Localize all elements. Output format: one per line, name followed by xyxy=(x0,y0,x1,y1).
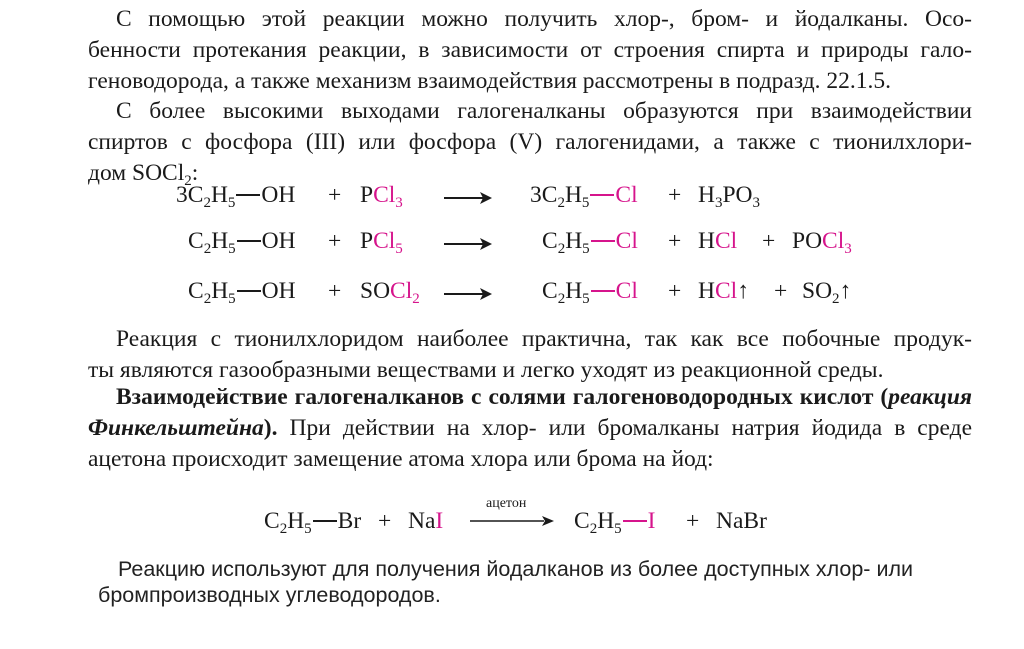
eq2-product-hcl: HCl xyxy=(698,228,738,254)
eq4-reactant-bromoethane: $C_2H_5$ Br xyxy=(264,508,362,537)
eq3-product-hcl-gas: HCl↑ xyxy=(698,278,749,304)
eq4-product-nabr: NaBr xyxy=(716,508,767,534)
paragraph-halides-line-1: С более высокими выходами галогеналканы образуются при взаимодействии xyxy=(116,98,972,124)
paragraph-usage-line-1: Реакцию используют для получения йодалканов из более доступных хлор- или xyxy=(118,557,914,581)
paragraph-intro-line-3: геноводорода, а также механизм взаимодействия рассмотрены в подразд. 22.1.5. xyxy=(88,68,892,94)
paragraph-finkelstein-line-3: ацетона происходит замещение атома хлора или брома на йод: xyxy=(88,446,714,472)
eq3-product-chloroethane: $C_2H_5$ Cl xyxy=(542,278,638,307)
eq1-product-h3po3: $H_3PO_3$ xyxy=(698,182,761,211)
finkelstein-name: Финкельштейна xyxy=(88,415,264,441)
eq1-reactant-ethanol: $3C_2H_5$ OH xyxy=(176,182,296,211)
paragraph-intro-line-2: бенности протекания реакции, в зависимости от строения спирта и природы гало- xyxy=(88,37,972,63)
paragraph-usage xyxy=(98,556,972,608)
eq3-reagent-socl2: SOCl$_2$ xyxy=(360,278,420,307)
eq4-plus-1: + xyxy=(378,508,392,534)
paragraph-thionyl-line-1: Реакция с тионилхлоридом наиболее практична, так как все побочные продук- xyxy=(116,326,972,352)
eq2-plus-3: + xyxy=(762,228,776,254)
eq4-plus-2: + xyxy=(686,508,700,534)
eq3-plus-1: + xyxy=(328,278,342,304)
single-bond xyxy=(236,194,260,196)
finkelstein-heading: Взаимодействие галогеналканов с солями галогеноводородных кислот ( xyxy=(116,384,889,410)
paragraph-halides-line-2: спиртов с фосфора (III) или фосфора (V) галогенидами, а также с тионилхлори- xyxy=(88,129,972,155)
eq3-reactant-ethanol: $C_2H_5$ OH xyxy=(188,278,296,307)
eq3-product-so2-gas: $SO_2↑$ xyxy=(802,278,852,307)
finkelstein-heading-italic-1: реакция xyxy=(888,384,972,410)
eq2-reagent-pcl5: PCl$_5$ xyxy=(360,228,403,257)
eq2-reactant-ethanol: $C_2H_5$ OH xyxy=(188,228,296,257)
paragraph-finkelstein-line-2: При действии на хлор- или бромалканы натрия йодида в среде xyxy=(277,415,972,441)
paragraph-usage-line-2: бромпроизводных углеводородов. xyxy=(98,583,441,607)
eq1-reagent-pcl3: PCl$_3$ xyxy=(360,182,403,211)
eq2-plus-1: + xyxy=(328,228,342,254)
paragraph-thionyl-line-2: ты являются газообразными веществами и легко уходят из реакционной среды. xyxy=(88,357,884,383)
gas-up-arrow-icon: ↑ xyxy=(737,278,749,304)
eq3-plus-3: + xyxy=(774,278,788,304)
reaction-arrow-3 xyxy=(444,286,492,302)
single-bond xyxy=(237,240,261,242)
eq1-plus-2: + xyxy=(668,182,682,208)
paragraph-intro xyxy=(88,4,972,97)
single-bond-highlight xyxy=(591,290,615,292)
eq2-product-chloroethane: $C_2H_5$ Cl xyxy=(542,228,638,257)
eq1-plus-1: + xyxy=(328,182,342,208)
single-bond-highlight xyxy=(623,520,647,522)
eq4-reagent-nai: NaI xyxy=(408,508,444,534)
eq3-plus-2: + xyxy=(668,278,682,304)
paragraph-halides-line-3: дом SOCl$_2$: xyxy=(88,160,199,189)
reaction-arrow-2 xyxy=(444,236,492,252)
single-bond-highlight xyxy=(591,240,615,242)
gas-up-arrow-icon: ↑ xyxy=(839,278,852,304)
eq2-product-pocl3: POCl$_3$ xyxy=(792,228,852,257)
single-bond-highlight xyxy=(590,194,614,196)
reaction-arrow-1 xyxy=(444,190,492,206)
paragraph-thionyl xyxy=(88,324,972,386)
eq1-product-chloroethane: $3C_2H_5$ Cl xyxy=(530,182,638,211)
paragraph-halides xyxy=(88,96,972,189)
eq4-product-iodoethane: $C_2H_5$ I xyxy=(574,508,656,537)
single-bond xyxy=(237,290,261,292)
eq2-plus-2: + xyxy=(668,228,682,254)
paragraph-finkelstein: Взаимодействие галогеналканов с солями галогеноводородных кислот (реакция Финкельштейна). При действии на хлор- или бромалканы натрия йодида в среде ацетона происходит замещение атома хлора или брома на йод: xyxy=(88,382,972,475)
eq4-condition-acetone: ацетон xyxy=(486,496,527,511)
reaction-arrow-4 xyxy=(470,514,554,528)
paragraph-intro-line-1: С помощью этой реакции можно получить хлор-, бром- и йодалканы. Осо- xyxy=(116,6,972,32)
single-bond xyxy=(313,520,337,522)
